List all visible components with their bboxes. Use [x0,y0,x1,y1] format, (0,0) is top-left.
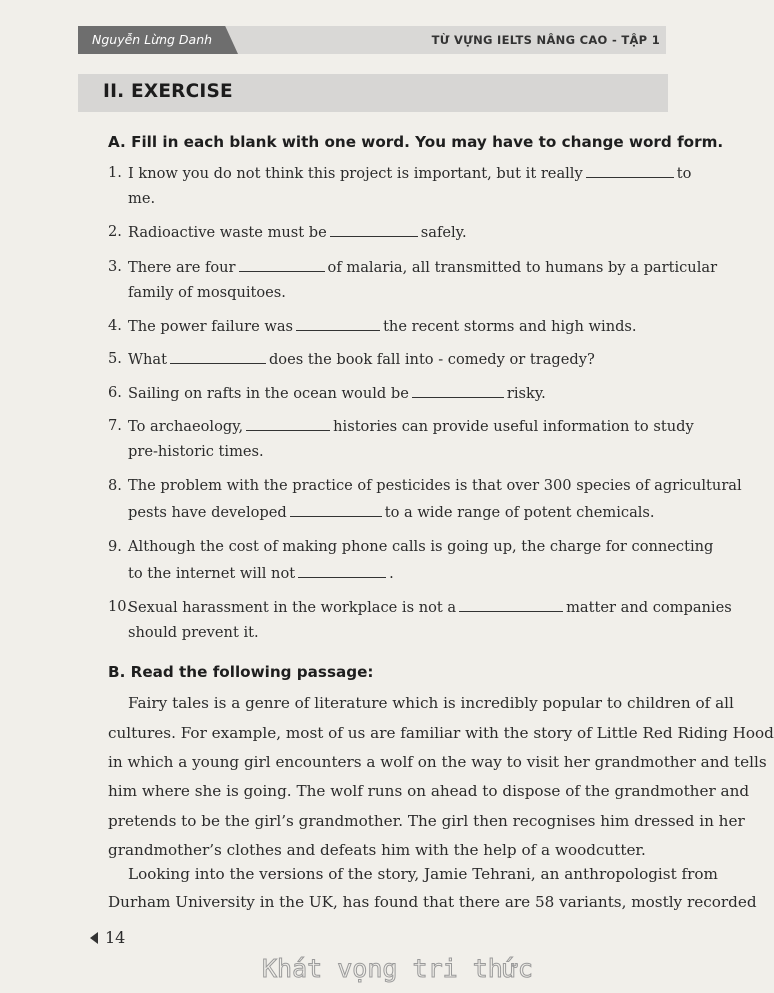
answer-blank [296,316,380,331]
passage-line: Durham University in the UK, has found that there are 58 variants, mostly recorded [108,893,757,911]
exercise-text: family of mosquitoes. [128,284,286,301]
exercise-number: 8. [108,477,122,494]
exercise-text: What [128,351,167,368]
passage-line: him where she is going. The wolf runs on ahead to dispose of the grandmother and [108,782,750,800]
exercise-line [128,623,259,643]
page-number: 14 [105,928,126,947]
exercise-text: to a wide range of potent chemicals. [384,504,655,521]
part-a-heading: A. Fill in each blank with one word. You may have to change word form. [108,133,724,151]
exercise-line [128,476,742,496]
exercise-line [128,257,717,278]
book-title: TỪ VỰNG IELTS NÂNG CAO - TẬP 1 [431,33,660,47]
exercise-text: pre-historic times. [128,443,264,460]
passage-line: Fairy tales is a genre of literature which is incredibly popular to children of all [128,694,734,712]
answer-blank [412,383,504,398]
exercise-text: me. [128,190,156,207]
exercise-number: 9. [108,538,122,555]
answer-blank [586,163,674,178]
watermark-tagline: Khát vọng tri thức [262,954,533,983]
exercise-line [128,597,732,618]
exercise-line [128,222,467,243]
exercise-line [128,537,713,557]
exercise-line [128,283,286,303]
exercise-line [128,163,691,184]
exercise-number: 2. [108,223,122,240]
answer-blank [290,502,382,517]
author-name: Nguyễn Lừng Danh [92,32,213,47]
exercise-text: pests have developed [128,504,287,521]
exercise-text: To archaeology, [128,418,244,435]
exercise-text: Sexual harassment in the workplace is not a [128,599,457,616]
exercise-number: 6. [108,384,122,401]
exercise-number: 4. [108,317,122,334]
exercise-number: 1. [108,164,122,181]
passage-line: cultures. For example, most of us are familiar with the story of Little Red Riding Hood [108,724,774,742]
exercise-line [128,416,694,437]
exercise-text: safely. [420,224,467,241]
exercise-text: Radioactive waste must be [128,224,327,241]
passage-line: in which a young girl encounters a wolf on the way to visit her grandmother and tells [108,753,767,771]
exercise-text: The problem with the practice of pesticides is that over 300 species of agricultural [128,477,742,494]
exercise-number: 5. [108,350,122,367]
exercise-text: risky. [506,385,546,402]
part-b-heading: B. Read the following passage: [108,663,374,681]
exercise-line [128,383,546,404]
answer-blank [170,349,266,364]
passage-line: pretends to be the girl’s grandmother. The girl then recognises him dressed in her [108,812,745,830]
exercise-number: 10. [108,598,132,615]
exercise-text: does the book fall into - comedy or tragedy? [268,351,595,368]
exercise-text: to [676,165,692,182]
exercise-text: the recent storms and high winds. [383,318,637,335]
section-title: II. EXERCISE [103,81,233,102]
answer-blank [239,257,325,272]
passage-line: Looking into the versions of the story, Jamie Tehrani, an anthropologist from [128,865,718,883]
exercise-text: should prevent it. [128,624,259,641]
exercise-text: Sailing on rafts in the ocean would be [128,385,409,402]
exercise-line [128,563,394,584]
answer-blank [330,222,418,237]
exercise-text: Although the cost of making phone calls is going up, the charge for connecting [128,538,714,555]
exercise-text: to the internet will not [128,565,296,582]
exercise-text: of malaria, all transmitted to humans by a particular [327,259,718,276]
exercise-line [128,316,637,337]
answer-blank [459,597,563,612]
exercise-text: There are four [128,259,236,276]
exercise-line [128,189,155,209]
exercise-text: I know you do not think this project is important, but it really [128,165,583,182]
exercise-number: 7. [108,417,122,434]
answer-blank [298,563,386,578]
page-arrow-icon [90,932,98,944]
exercise-text: . [389,565,394,582]
exercise-number: 3. [108,258,122,275]
exercise-line [128,349,595,370]
exercise-line [128,502,655,523]
exercise-text: histories can provide useful information to study [333,418,694,435]
exercise-line [128,442,264,462]
passage-line: grandmother’s clothes and defeats him with the help of a woodcutter. [108,841,646,859]
exercise-text: matter and companies [566,599,732,616]
exercise-text: The power failure was [128,318,294,335]
answer-blank [246,416,330,431]
